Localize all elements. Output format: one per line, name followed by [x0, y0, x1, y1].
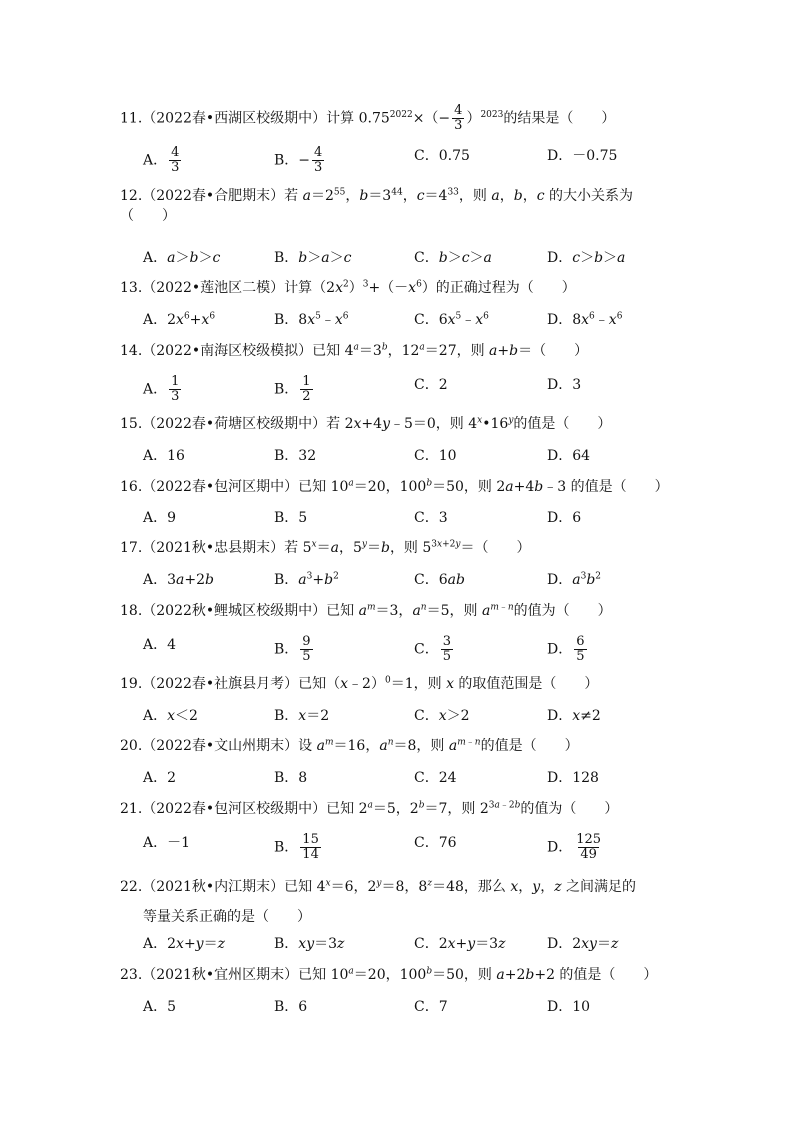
question-13: 13.（2022•莲池区二模）计算$(2x^2)^3+(-x^6)$的正确过程为（ ） — [120, 279, 576, 296]
option-12-b: B．b＞a＞c — [274, 250, 352, 266]
option-11-c: C．0.75 — [414, 148, 470, 164]
option-22-b: B．xy＝3z — [274, 936, 345, 952]
option-19-b: B．x＝2 — [274, 708, 330, 724]
option-21-d: D． $\frac{125}{49}$ — [547, 832, 602, 862]
question-14: 14.（2022•南海区校级模拟）已知 $4^a=3^b$，$12^a=27$，则 a+b＝（ ） — [120, 342, 589, 359]
option-22-a: A．2x+y＝z — [143, 936, 225, 952]
option-22-c: C．2x+y＝3z — [414, 936, 506, 952]
option-20-d: D．128 — [547, 770, 599, 786]
option-16-a: A．9 — [143, 510, 177, 526]
option-20-a: A．2 — [143, 770, 177, 786]
option-13-d: D．$8x^6﹣x^6$ — [547, 311, 623, 328]
option-17-b: B．$a^3+b^2$ — [274, 571, 339, 588]
question-23: 23.（2021秋•宜州区期末）已知 $10^a=20$，$100^b=50$，则 a+2b+2 的值是（ ） — [120, 966, 658, 983]
option-18-a: A．4 — [143, 637, 177, 653]
option-21-c: C．76 — [414, 835, 457, 851]
question-15: 15.（2022春•荷塘区校级期中）若 2x+4y﹣5＝0，则 4$^x$•16$^y$的值是（ ） — [120, 415, 612, 432]
question-17: 17.（2021秋•忠县期末）若 $5^x=a$，$5^y=b$，则 $5^{3x+2y}=$（ ） — [120, 539, 531, 556]
option-15-b: B．32 — [274, 448, 317, 464]
option-22-d: D．2xy＝z — [547, 936, 619, 952]
option-16-d: D．6 — [547, 510, 582, 526]
option-15-c: C．10 — [414, 448, 457, 464]
option-13-a: A．$2x^6+x^6$ — [143, 311, 216, 328]
option-18-b: B． $\frac{9}{5}$ — [274, 634, 311, 664]
option-23-b: B．6 — [274, 999, 308, 1015]
option-18-c: C． $\frac{3}{5}$ — [414, 634, 451, 664]
option-21-a: A．－1 — [143, 835, 191, 851]
option-16-b: B．5 — [274, 510, 308, 526]
option-23-d: D．10 — [547, 999, 591, 1015]
question-20: 20.（2022春•文山州期末）设 $a^m=16$，$a^n=8$，则 $a^{m﹣n}$的值是（ ） — [120, 737, 579, 754]
option-14-b: B． $\frac{1}{2}$ — [274, 374, 311, 404]
option-14-d: D．3 — [547, 377, 582, 393]
option-13-b: B．$8x^5﹣x^6$ — [274, 311, 349, 328]
option-14-a: A． $\frac{1}{3}$ — [143, 374, 180, 404]
question-19: 19.（2022春•社旗县月考）已知（x﹣2）$^0$＝1，则 x 的取值范围是（ ） — [120, 675, 599, 692]
option-12-c: C．b＞c＞a — [414, 250, 492, 266]
option-12-d: D．c＞b＞a — [547, 250, 626, 266]
option-19-a: A．x＜2 — [143, 708, 198, 724]
option-16-c: C．3 — [414, 510, 448, 526]
option-20-b: B．8 — [274, 770, 308, 786]
option-11-d: D．－0.75 — [547, 148, 618, 164]
option-17-c: C．6ab — [414, 572, 465, 588]
option-21-b: B． $\frac{15}{14}$ — [274, 832, 319, 862]
fraction: $\frac{4}{3}$ — [454, 103, 463, 133]
option-11-b: B．− $\frac{4}{3}$ — [274, 145, 323, 175]
question-22: 22.（2021秋•内江期末）已知 $4^x=6$，$2^y=8$，$8^z=48$，那么 x，y，z 之间满足的 等量关系正确的是（ ） — [120, 878, 637, 925]
option-18-d: D． $\frac{6}{5}$ — [547, 634, 585, 664]
option-11-a: A． $\frac{4}{3}$ — [143, 145, 180, 175]
question-18: 18.（2022秋•鲤城区校级期中）已知 $a^m=3$，$a^n=5$，则 $a^{m﹣n}$的值为（ ） — [120, 602, 612, 619]
option-19-d: D．x≠2 — [547, 708, 601, 724]
option-19-c: C．x＞2 — [414, 708, 470, 724]
option-14-c: C．2 — [414, 377, 448, 393]
question-11: 11.（2022春•西湖区校级期中）计算 $0.75^{2022}\times(-$ $\frac{4}{3}$ ）$^{2023}$的结果是（ ） — [120, 103, 616, 133]
option-23-c: C．7 — [414, 999, 448, 1015]
option-17-a: A．3a+2b — [143, 572, 214, 588]
option-23-a: A．5 — [143, 999, 177, 1015]
question-21: 21.（2022春•包河区校级期中）已知 $2^a=5$，$2^b=7$，则 $2^{3a﹣2b}$的值为（ ） — [120, 800, 619, 817]
option-15-a: A．16 — [143, 448, 185, 464]
question-12: 12.（2022春•合肥期末）若 $a=2^{55}$，$b=3^{44}$，$c=4^{33}$，则 a，b，c 的大小关系为 （ ） — [120, 187, 633, 224]
option-20-c: C．24 — [414, 770, 457, 786]
option-17-d: D．$a^3b^2$ — [547, 571, 602, 588]
option-15-d: D．64 — [547, 448, 591, 464]
option-13-c: C．$6x^5﹣x^6$ — [414, 311, 489, 328]
option-12-a: A．a＞b＞c — [143, 250, 221, 266]
question-16: 16.（2022春•包河区期中）已知 $10^a=20$，$100^b=50$，则 2a+4b﹣3 的值是（ ） — [120, 478, 669, 495]
